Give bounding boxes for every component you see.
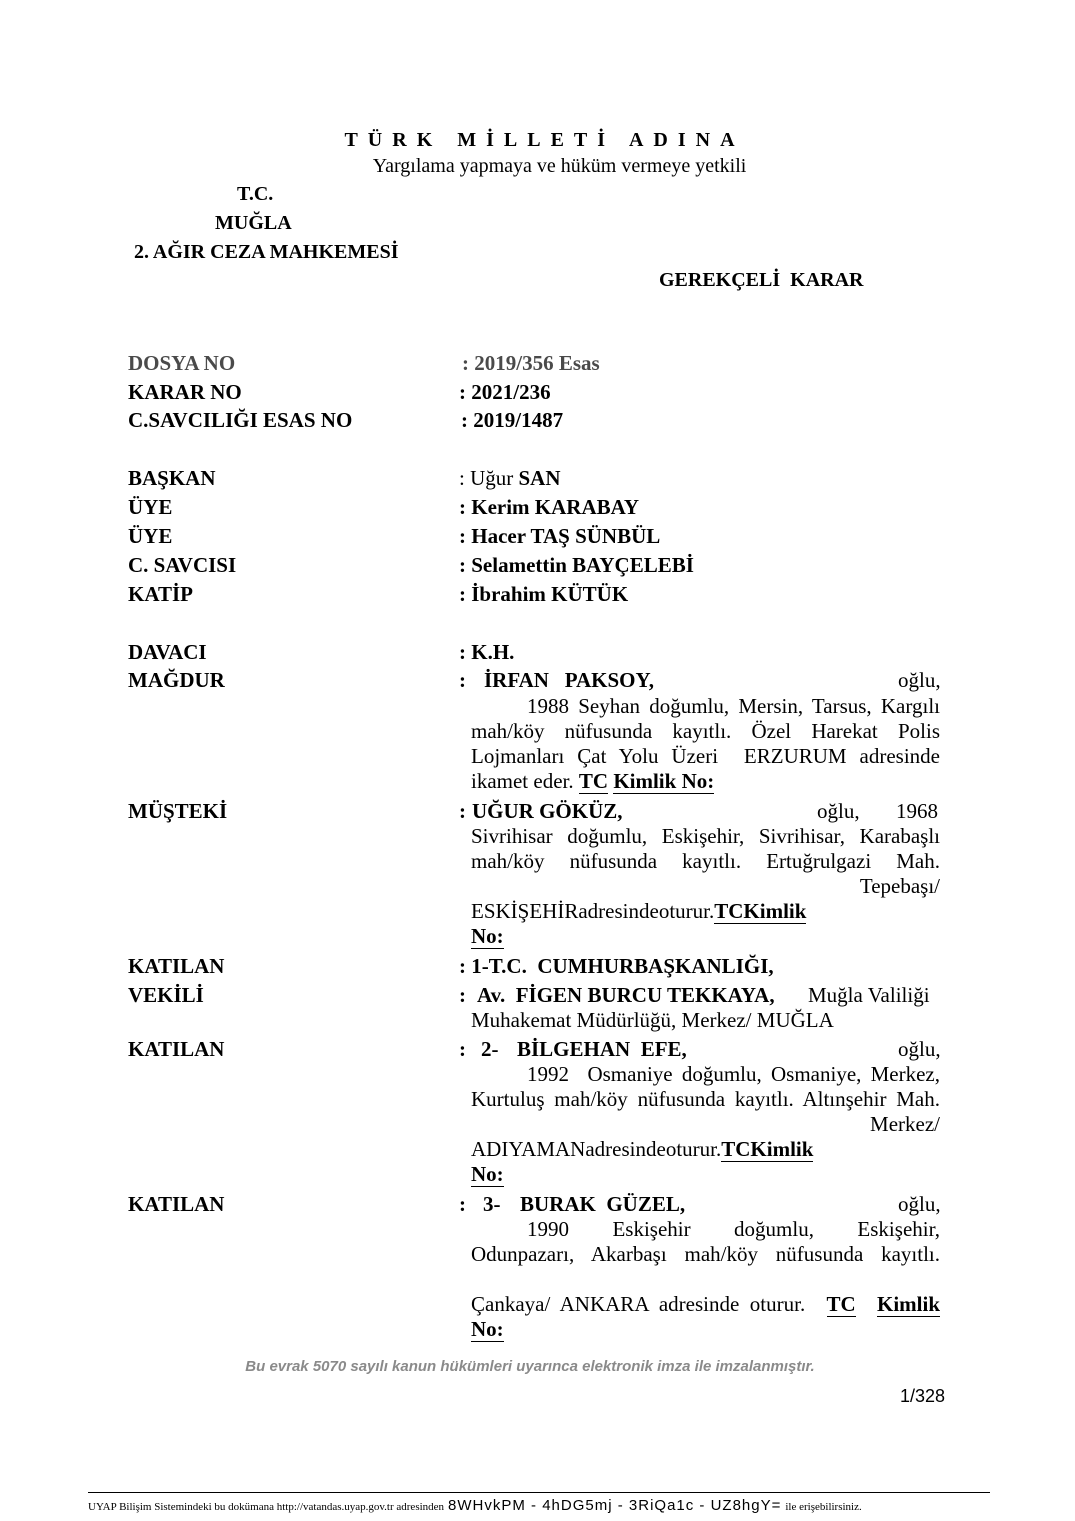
katilan3-oglu: oğlu, [898,1192,941,1216]
katilan2-number: 2- [481,1037,499,1061]
katilan2-colon: : [459,1037,466,1061]
katilan3-line-2: Odunpazarı, Akarbaşı mah/köy nüfusunda kayıtlı. [471,1242,940,1266]
magdur-line-3: Lojmanları Çat Yolu Üzeri ERZURUM adresinde [471,744,940,768]
katilan2-oturur: oturur. [665,1137,722,1161]
dosya-no-value: : 2019/356 Esas [462,351,600,375]
musteki-line-2: mah/köy nüfusunda kayıtlı. Ertuğrulgazi Mah. [471,849,940,873]
magdur-tc-label: TC [578,769,609,793]
document-heading: TÜRK MİLLETİ ADINA [344,129,745,151]
savcilik-esas-value: : 2019/1487 [461,408,564,432]
baskan-surname: SAN [518,466,561,490]
musteki-tc-label: TC [714,899,744,923]
savci-label: C. SAVCISI [128,553,237,577]
musteki-adresinde: adresinde [578,899,659,923]
katip-value: : İbrahim KÜTÜK [459,582,629,606]
musteki-line-3: Tepebaşı/ [859,874,940,898]
page-number: 1/328 [899,1386,945,1406]
karar-no-value: : 2021/236 [459,380,551,404]
katilan3-line-3-blank [471,1267,940,1292]
tc-label: T.C. [237,183,274,205]
katilan2-line-1: 1992 Osmaniye doğumlu, Osmaniye, Merkez, [527,1062,940,1086]
katilan3-address: Çankaya/ ANKARA adresinde oturur. [471,1292,806,1316]
musteki-colon: : [459,799,466,823]
katilan2-kimlik-label: Kimlik [750,1137,814,1161]
vekili-line-2: Muhakemat Müdürlüğü, Merkez/ MUĞLA [471,1008,834,1032]
uye2-value: : Hacer TAŞ SÜNBÜL [459,524,661,548]
musteki-details [471,824,940,949]
court-name: 2. AĞIR CEZA MAHKEMESİ [134,241,399,263]
magdur-line-1: 1988 Seyhan doğumlu, Mersin, Tarsus, Kargılı [527,694,940,718]
katilan3-colon: : [459,1192,466,1216]
katilan3-name: BURAK GÜZEL, [520,1192,686,1216]
musteki-name: UĞUR GÖKÜZ, [472,799,623,823]
musteki-no-label: No: [471,924,504,948]
musteki-line-1: Sivrihisar doğumlu, Eskişehir, Sivrihisar, Karabaşlı [471,824,940,848]
dosya-no-label: DOSYA NO [128,351,236,375]
footer-divider [88,1492,990,1493]
uyap-access-code: 8WHvkPM - 4hDG5mj - 3RiQa1c - UZ8hgY= [448,1497,782,1514]
uyap-footer [88,1497,862,1514]
katilan2-no-label: No: [471,1162,504,1186]
musteki-city: ESKİŞEHİR [471,899,579,923]
katilan3-kimlik-label: Kimlik [876,1292,940,1316]
savcilik-esas-label: C.SAVCILIĞI ESAS NO [128,408,353,432]
magdur-name: İRFAN PAKSOY, [484,668,654,692]
katilan2-city: ADIYAMAN [471,1137,586,1161]
katilan3-label: KATILAN [128,1192,225,1216]
musteki-line-5 [471,924,940,949]
katilan3-line-4 [471,1292,940,1317]
uye1-label: ÜYE [128,495,173,519]
katilan3-no-label: No: [471,1317,504,1341]
uye2-label: ÜYE [128,524,173,548]
katilan1-label: KATILAN [128,954,225,978]
magdur-colon: : [459,668,466,692]
katilan3-tc-label: TC [826,1292,856,1316]
decision-type: GEREKÇELİ KARAR [659,269,864,291]
katilan2-line-3: Merkez/ [870,1112,940,1136]
katilan2-line-4 [471,1137,940,1162]
musteki-kimlik-label: Kimlik [743,899,807,923]
vekili-name: Av. FİGEN BURCU TEKKAYA, [477,983,775,1007]
magdur-details [471,694,940,794]
katilan2-name: BİLGEHAN EFE, [517,1037,687,1061]
katilan3-line-5 [471,1317,940,1342]
magdur-kimlik-label: Kimlik No: [613,769,715,793]
vekili-label: VEKİLİ [128,983,204,1007]
katilan2-line-2: Kurtuluş mah/köy nüfusunda kayıtlı. Altınşehir Mah. [471,1087,940,1111]
savci-value: : Selamettin BAYÇELEBİ [459,553,694,577]
uye1-value: : Kerim KARABAY [459,495,640,519]
document-subheading: Yargılama yapmaya ve hüküm vermeye yetkili [372,155,747,177]
katilan3-number: 3- [483,1192,501,1216]
katilan2-details [471,1062,940,1187]
musteki-oglu: oğlu, [817,799,860,823]
magdur-line-2: mah/köy nüfusunda kayıtlı. Özel Harekat Polis [471,719,940,743]
musteki-year: 1968 [896,799,938,823]
davaci-value: : K.H. [459,640,515,664]
uyap-suffix: ile erişebilirsiniz. [785,1501,862,1513]
katip-label: KATİP [128,582,193,606]
baskan-label: BAŞKAN [128,466,216,490]
baskan-value: : Uğur SAN [459,466,561,490]
magdur-label: MAĞDUR [128,668,225,692]
vekili-colon: : [459,983,466,1007]
city-label: MUĞLA [215,212,292,234]
magdur-line-4 [471,769,940,794]
musteki-oturur: oturur. [658,899,715,923]
magdur-oglu: oğlu, [898,668,941,692]
musteki-line-4 [471,899,940,924]
magdur-address-end: ikamet eder. [471,769,574,793]
katilan2-adresinde: adresinde [585,1137,666,1161]
katilan2-line-5 [471,1162,940,1187]
katilan3-details [471,1217,940,1342]
uyap-prefix: UYAP Bilişim Sistemindeki bu dokümana http://vatandas.uyap.gov.tr adresinden [88,1501,445,1513]
karar-no-label: KARAR NO [128,380,242,404]
katilan2-label: KATILAN [128,1037,225,1061]
katilan3-line-1: 1990 Eskişehir doğumlu, Eskişehir, [527,1217,940,1241]
vekili-office: Muğla Valiliği [808,983,930,1007]
katilan2-oglu: oğlu, [898,1037,941,1061]
katilan2-tc-label: TC [721,1137,751,1161]
katilan1-value: : 1-T.C. CUMHURBAŞKANLIĞI, [459,954,774,978]
davaci-label: DAVACI [128,640,207,664]
esignature-note: Bu evrak 5070 sayılı kanun hükümleri uyarınca elektronik imza ile imzalanmıştır. [245,1358,815,1375]
musteki-label: MÜŞTEKİ [128,799,228,823]
